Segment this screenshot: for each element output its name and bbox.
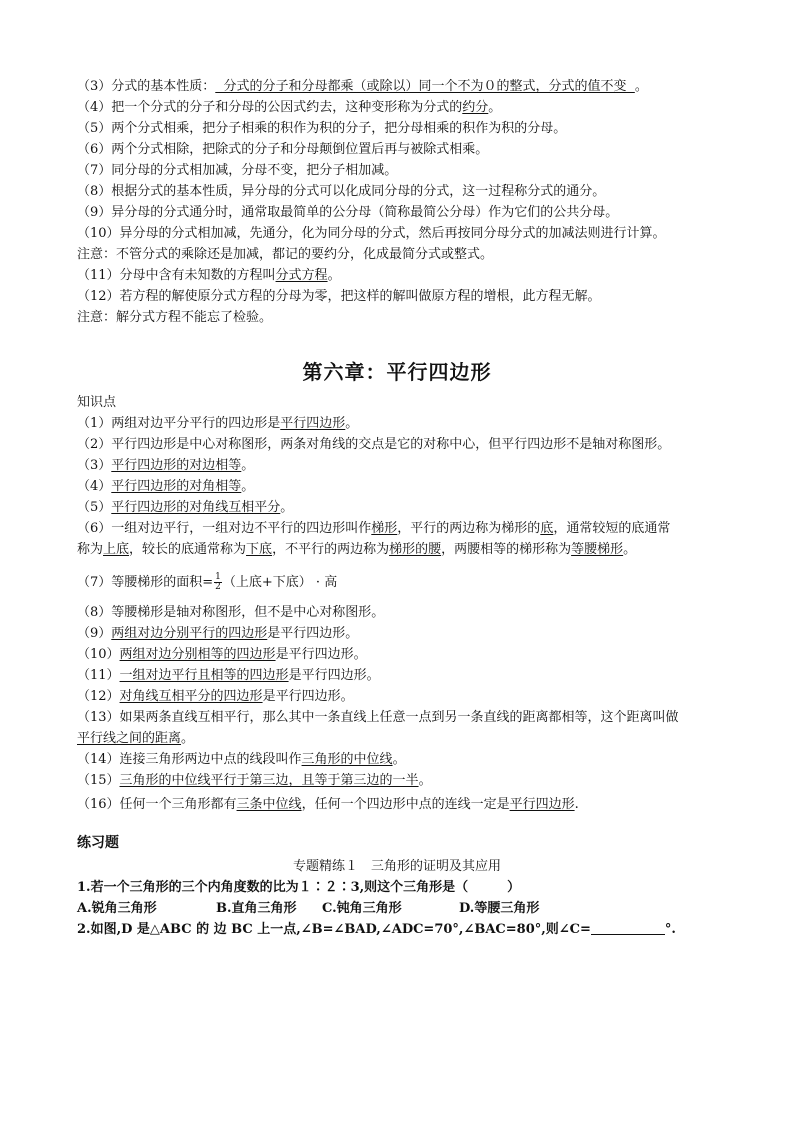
knowledge-11 (77, 667, 380, 685)
knowledge-1 (77, 415, 358, 433)
item-text: ，不平行的两边称为 (272, 542, 390, 557)
item-6: （6）两个分式相除，把除式的分子和分母颠倒位置后再与被除式相乘。 (77, 142, 489, 157)
underlined-answer: 平行四边形的对角线互相平分 (111, 500, 281, 515)
item-text: （14）连接三角形两边中点的线段叫作 (77, 752, 302, 767)
practice-heading: 练习题 (77, 835, 119, 851)
item-text: （3）分式的基本性质： (77, 79, 216, 94)
item-text: （1）两组对边平分平行的四边形是 (77, 416, 281, 431)
knowledge-16 (77, 796, 579, 814)
item-text: 。 (280, 500, 294, 515)
underlined-answer: 两组对边分别平行的四边形 (111, 626, 268, 641)
item-8: （8）根据分式的基本性质，异分母的分式可以化成同分母的分式，这一过程称分式的通分。 (77, 184, 606, 199)
knowledge-12 (77, 688, 354, 706)
item-text: 。 (327, 268, 341, 283)
practice-subtitle: 专题精练１ 三角形的证明及其应用 (292, 859, 501, 874)
underlined-answer: 平行线之间的距离 (77, 731, 182, 746)
knowledge-7 (77, 573, 337, 592)
item-text: 。 (623, 542, 637, 557)
item-text: （16）任何一个三角形都有 (77, 797, 237, 812)
underlined-answer: 对角线互相平分的四边形 (119, 689, 263, 704)
option-a: A.锐角三角形 (77, 901, 157, 916)
item-text: 。 (241, 458, 255, 473)
underlined-answer: 分式方程 (275, 268, 328, 283)
item-text: （15） (77, 773, 120, 788)
knowledge-3 (77, 457, 254, 475)
item-text: 是平行四边形。 (288, 668, 380, 683)
question-1: 1.若一个三角形的三个内角度数的比为１∶２∶3,则这个三角形是（ ） (77, 880, 521, 895)
question-text: 2.如图,D 是△ABC 的 边 BC 上一点,∠B=∠BAD,∠ADC=70°,∠BAC=80°,则∠C= (77, 922, 591, 937)
item-text: 。 (181, 731, 195, 746)
option-c: C.钝角三角形 (322, 901, 402, 916)
note-2: 注意：解分式方程不能忘了检验。 (77, 310, 273, 325)
chapter-title: 第六章：平行四边形 (302, 360, 492, 384)
item-text: ，两腰相等的梯形称为 (441, 542, 572, 557)
knowledge-6a (77, 520, 670, 538)
underlined-answer: 等腰梯形 (571, 542, 624, 557)
item-12: （12）若方程的解使原分式方程的分母为零，把这样的解叫做原方程的增根，此方程无解。 (77, 289, 601, 304)
item-text: （9） (77, 626, 112, 641)
underlined-answer: 平行四边形的对角相等 (111, 479, 242, 494)
item-text: （7）等腰梯形的面积= (77, 575, 214, 590)
knowledge-5 (77, 499, 293, 517)
item-text: 称为 (77, 542, 104, 557)
knowledge-14 (77, 751, 406, 769)
item-text: 。 (345, 416, 359, 431)
knowledge-8: （8）等腰梯形是轴对称图形，但不是中心对称图形。 (77, 605, 385, 620)
item-9: （9）异分母的分式通分时，通常取最简单的公分母（简称最简公分母）作为它们的公共分母。 (77, 205, 619, 220)
item-text: （10） (77, 647, 120, 662)
item-text: （11）分母中含有未知数的方程叫 (77, 268, 276, 283)
underlined-answer: 三角形的中位线 (301, 752, 393, 767)
knowledge-6b (77, 541, 636, 559)
knowledge-13b (77, 730, 194, 748)
option-b: B.直角三角形 (216, 901, 297, 916)
item-text: 。 (418, 773, 432, 788)
underlined-answer: 约分 (462, 100, 489, 115)
item-text: （上底+下底） · 高 (222, 575, 338, 590)
item-text: （5） (77, 500, 112, 515)
underlined-answer: 三角形的中位线平行于第三边，且等于第三边的一半 (119, 773, 419, 788)
underlined-answer: 上底 (103, 542, 130, 557)
question-2 (77, 921, 676, 939)
item-7: （7）同分母的分式相加减，分母不变，把分子相加减。 (77, 163, 398, 178)
underlined-answer: 平行四边形 (280, 416, 346, 431)
item-text: 。 (392, 752, 406, 767)
underlined-answer: 底 (540, 521, 554, 536)
underlined-answer: 三条中位线 (236, 797, 302, 812)
fraction (214, 573, 222, 592)
question-text: °. (664, 922, 676, 937)
item-11 (77, 267, 341, 285)
item-text: （4） (77, 479, 112, 494)
item-text: （4）把一个分式的分子和分母的公因式约去，这种变形称为分式的 (77, 100, 463, 115)
underlined-answer: 平行四边形的对边相等 (111, 458, 242, 473)
item-5: （5）两个分式相乘，把分子相乘的积作为积的分子，把分母相乘的积作为积的分母。 (77, 121, 567, 136)
underlined-answer: 平行四边形 (509, 797, 575, 812)
underlined-answer: 下底 (246, 542, 273, 557)
knowledge-10 (77, 646, 367, 664)
item-text: 。 (241, 479, 255, 494)
item-3 (77, 78, 648, 96)
underlined-answer: 两组对边分别相等的四边形 (119, 647, 276, 662)
item-text: 是平行四边形。 (262, 689, 354, 704)
knowledge-13a: （13）如果两条直线互相平行，那么其中一条直线上任意一点到另一条直线的距离都相等，这个距离叫做 (77, 710, 679, 725)
item-text: 。 (488, 100, 502, 115)
item-text: . (574, 797, 579, 812)
item-text: ，较长的底通常称为 (129, 542, 247, 557)
knowledge-2: （2）平行四边形是中心对称图形，两条对角线的交点是它的对称中心，但平行四边形不是轴对称图形。 (77, 437, 671, 452)
item-10: （10）异分母的分式相加减，先通分，化为同分母的分式，然后再按同分母分式的加减法则进行计算。 (77, 226, 666, 241)
item-text: （12） (77, 689, 120, 704)
item-text: ，平行的两边称为梯形的 (397, 521, 541, 536)
knowledge-heading: 知识点 (77, 395, 117, 410)
underlined-answer: 梯形的腰 (389, 542, 442, 557)
knowledge-9 (77, 625, 358, 643)
item-text: 。 (634, 79, 648, 94)
answer-blank[interactable] (591, 921, 665, 935)
fraction-numerator: 1 (215, 572, 221, 582)
underlined-answer: 一组对边平行且相等的四边形 (119, 668, 289, 683)
knowledge-15 (77, 772, 432, 790)
item-text: （11） (77, 668, 120, 683)
item-text: ，任何一个四边形中点的连线一定是 (301, 797, 510, 812)
note-1: 注意：不管分式的乘除还是加减，都记的要约分，化成最简分式或整式。 (77, 247, 494, 262)
underlined-answer: 梯形 (371, 521, 398, 536)
knowledge-4 (77, 478, 254, 496)
item-4 (77, 99, 501, 117)
option-d: D.等腰三角形 (459, 901, 540, 916)
item-text: ，通常较短的底通常 (553, 521, 671, 536)
item-text: （6）一组对边平行，一组对边不平行的四边形叫作 (77, 521, 372, 536)
item-text: 是平行四边形。 (275, 647, 367, 662)
item-text: （3） (77, 458, 112, 473)
item-text: 是平行四边形。 (267, 626, 359, 641)
underlined-answer: 分式的分子和分母都乘（或除以）同一个不为０的整式，分式的值不变 (215, 79, 635, 94)
fraction-denominator: 2 (215, 582, 221, 592)
